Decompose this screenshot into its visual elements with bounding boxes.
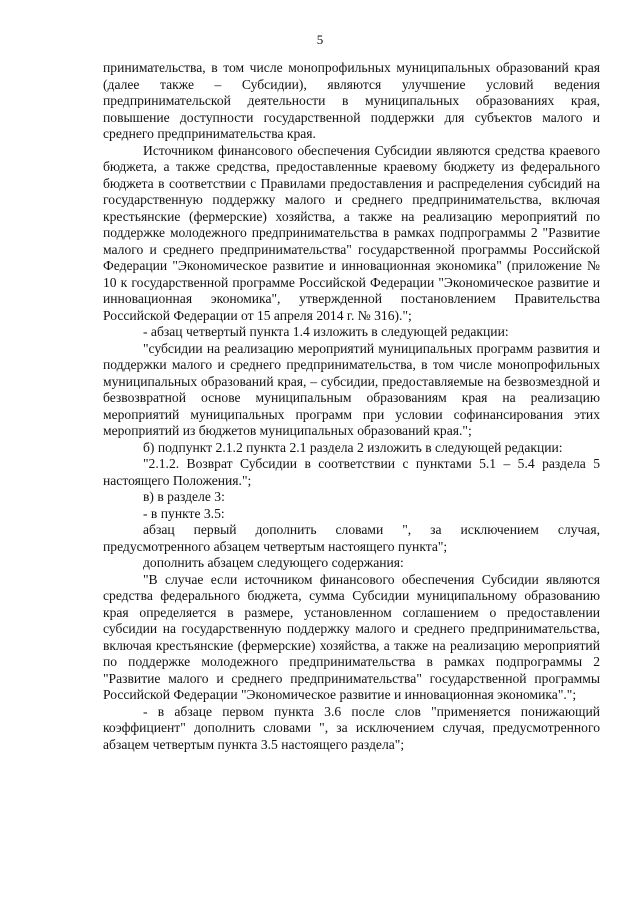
paragraph: б) подпункт 2.1.2 пункта 2.1 раздела 2 изложить в следующей редакции: xyxy=(143,439,563,455)
paragraph: "В случае если источником финансового обеспечения Субсидии являются средства федерального бюджета, сумма Субсидии муниципальному образованию края определяется в размере, установленном соглашением о предоставлении субсидии на государственную поддержку малого и среднего предпринимательства, включая крестьянские (фермерские) хозяйства, а также на реализацию мероприятий по поддержке молодежного предпринимательства в рамках подпрограммы 2 "Развитие малого и среднего предпринимательства" государственной программы Российской Федерации "Экономическое развитие и инновационная экономика"."; xyxy=(103,571,600,702)
paragraph: Источником финансового обеспечения Субсидии являются средства краевого бюджета, а также средства, предоставленные краевому бюджету из федерального бюджета в соответствии с Правилами предоставления и распределения субсидий на государственную поддержку малого и среднего предпринимательства, включая крестьянские (фермерские) хозяйства, а также на реализацию мероприятий по поддержке молодежного предпринимательства в рамках подпрограммы 2 "Развитие малого и среднего предпринимательства" государственной программы Российской Федерации "Экономическое развитие и инновационная экономика" (приложение № 10 к государственной программе Российской Федерации "Экономическое развитие и инновационная экономика", утвержденной постановлением Правительства Российской Федерации от 15 апреля 2014 г. № 316)."; xyxy=(103,142,600,323)
paragraph: "2.1.2. Возврат Субсидии в соответствии с пунктами 5.1 – 5.4 раздела 5 настоящего Положения."; xyxy=(103,456,600,488)
paragraph: принимательства, в том числе монопрофильных муниципальных образований края (далее также – Субсидии), являются улучшение условий ведения предпринимательской деятельности в муниципальных образованиях края, повышение доступности государственной поддержки для субъектов малого и среднего предпринимательства края. xyxy=(103,60,600,141)
paragraph: - в пункте 3.5: xyxy=(143,505,225,521)
page-number: 5 xyxy=(316,32,324,47)
paragraph: - абзац четвертый пункта 1.4 изложить в следующей редакции: xyxy=(143,324,509,339)
paragraph: - в абзаце первом пункта 3.6 после слов "применяется понижающий коэффициент" дополнить словами ", за исключением случая, предусмотренного абзацем четвертым пункта 3.5 настоящего раздела"; xyxy=(103,703,600,752)
paragraph: абзац первый дополнить словами ", за исключением случая, предусмотренного абзацем четвертым настоящего пункта"; xyxy=(103,522,600,554)
paragraph: в) в разделе 3: xyxy=(143,489,225,504)
paragraph: "субсидии на реализацию мероприятий муниципальных программ развития и поддержки малого и среднего предпринимательства, в том числе монопрофильных муниципальных образований края, – субсидии, предоставляемые на безвозмездной и безвозвратной основе муниципальным образованиям края на реализацию мероприятий муниципальных программ при условии софинансирования этих мероприятий из бюджетов муниципальных образований края."; xyxy=(103,340,600,438)
document-body xyxy=(103,60,600,753)
paragraph: дополнить абзацем следующего содержания: xyxy=(143,555,404,570)
